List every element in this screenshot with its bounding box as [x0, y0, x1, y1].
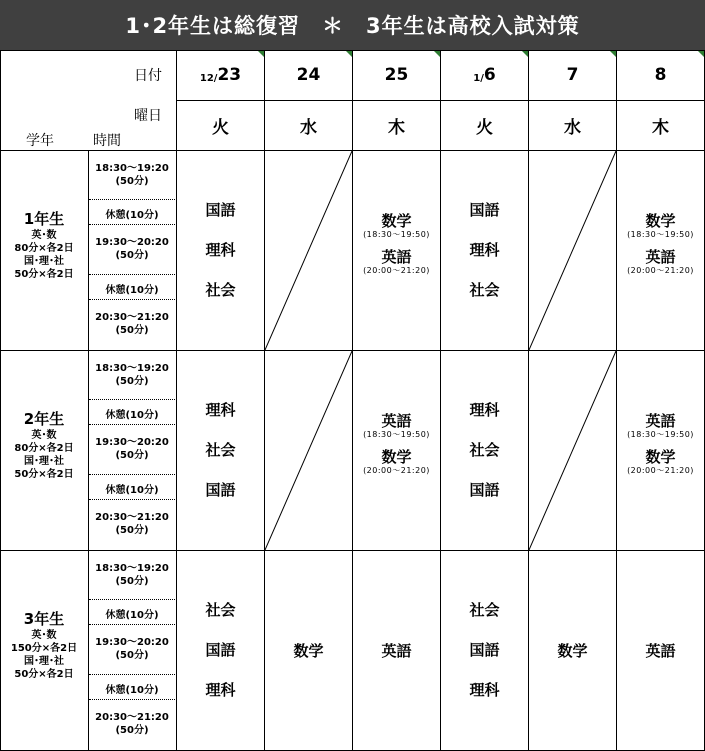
date-month: 12/ [199, 72, 218, 84]
time-separator [89, 274, 175, 275]
grade-name: 2年生 [23, 410, 65, 428]
subject: 理科 [469, 681, 500, 699]
weekday-label: 曜日 [134, 108, 162, 124]
subject-cell: 英語 [381, 642, 412, 660]
date-cell [529, 50, 616, 100]
subject-cell [353, 212, 440, 284]
date-day: 25 [384, 65, 409, 85]
no-class-slash [529, 351, 616, 550]
corner-marker [346, 51, 352, 57]
subject: 国語 [205, 201, 236, 219]
time-duration: (50分) [115, 725, 149, 736]
date-cell [177, 50, 264, 100]
subject-cell [441, 590, 528, 710]
time-slot [89, 511, 175, 537]
grade-detail: 50分×各2日 [14, 669, 74, 680]
time-range: 18:30～19:20 [95, 363, 169, 374]
subject: 社会 [205, 601, 236, 619]
grade-detail: 50分×各2日 [14, 269, 74, 280]
subject-cell [177, 590, 264, 710]
subject-time: (18:30～19:50) [363, 230, 430, 239]
grade-detail: 80分×各2日 [14, 243, 74, 254]
time-separator [89, 199, 175, 200]
time-slot [89, 636, 175, 662]
corner-marker [522, 51, 528, 57]
time-range: 19:30～20:20 [95, 237, 169, 248]
subject: 国語 [469, 481, 500, 499]
time-separator [89, 474, 175, 475]
subject: 数学 [381, 448, 412, 466]
subject: 国語 [469, 641, 500, 659]
time-duration: (50分) [115, 325, 149, 336]
date-day: 24 [296, 65, 321, 85]
time-separator [89, 224, 175, 225]
subject: 社会 [469, 281, 500, 299]
break-slot: 休憩(10分) [105, 685, 159, 696]
date-day: 6 [483, 65, 496, 85]
subject-cell [353, 412, 440, 484]
subject-time: (20:00～21:20) [627, 266, 694, 275]
subject: 数学 [645, 212, 676, 230]
subject: 理科 [205, 401, 236, 419]
subject-time: (18:30～19:50) [627, 230, 694, 239]
subject: 数学 [381, 212, 412, 230]
time-slot [89, 236, 175, 262]
corner-marker [434, 51, 440, 57]
subject: 社会 [205, 281, 236, 299]
break-slot: 休憩(10分) [105, 410, 159, 421]
date-day: 23 [217, 65, 242, 85]
date-cell [441, 50, 528, 100]
time-range: 20:30～21:20 [95, 512, 169, 523]
date-cell [617, 50, 704, 100]
grade-detail: 80分×各2日 [14, 443, 74, 454]
grade-detail: 英･数 [31, 230, 57, 241]
time-duration: (50分) [115, 250, 149, 261]
time-range: 19:30～20:20 [95, 637, 169, 648]
subject-cell [441, 190, 528, 310]
subject: 理科 [205, 241, 236, 259]
date-day: 7 [566, 65, 579, 85]
break-slot: 休憩(10分) [105, 610, 159, 621]
grade-detail: 国･理･社 [24, 256, 64, 267]
subject-time: (18:30～19:50) [363, 430, 430, 439]
time-duration: (50分) [115, 376, 149, 387]
corner-marker [698, 51, 704, 57]
subject-cell: 数学 [293, 642, 324, 660]
grade-1-label [0, 208, 88, 281]
time-slot [89, 562, 175, 588]
time-duration: (50分) [115, 576, 149, 587]
time-range: 20:30～21:20 [95, 712, 169, 723]
subject: 英語 [381, 412, 412, 430]
subject: 数学 [645, 448, 676, 466]
time-label: 時間 [93, 133, 121, 149]
subject: 社会 [205, 441, 236, 459]
subject-cell [441, 390, 528, 510]
subject: 理科 [469, 401, 500, 419]
no-class-slash [265, 151, 352, 350]
break-slot: 休憩(10分) [105, 485, 159, 496]
no-class-slash [529, 151, 616, 350]
subject: 社会 [469, 601, 500, 619]
grade-detail: 国･理･社 [24, 456, 64, 467]
grade-3-label [0, 608, 88, 681]
time-duration: (50分) [115, 650, 149, 661]
time-separator [89, 699, 175, 700]
subject: 国語 [205, 641, 236, 659]
date-label: 日付 [134, 68, 162, 84]
time-slot [89, 311, 175, 337]
weekday-cell: 火 [476, 117, 493, 138]
time-separator [89, 499, 175, 500]
time-range: 18:30～19:20 [95, 563, 169, 574]
no-class-slash [265, 351, 352, 550]
time-duration: (50分) [115, 176, 149, 187]
subject-cell [177, 390, 264, 510]
subject: 国語 [205, 481, 236, 499]
corner-marker [610, 51, 616, 57]
subject: 国語 [469, 201, 500, 219]
time-separator [89, 299, 175, 300]
grade-detail: 国･理･社 [24, 656, 64, 667]
grade-detail: 150分×各2日 [10, 643, 78, 654]
schedule-title: 1･2年生は総復習 ＊ 3年生は高校入試対策 [0, 0, 705, 50]
time-slot [89, 162, 175, 188]
break-slot: 休憩(10分) [105, 285, 159, 296]
date-month: 1/ [473, 72, 484, 84]
weekday-cell: 木 [388, 117, 405, 138]
time-slot [89, 362, 175, 388]
grade-detail: 英･数 [31, 630, 57, 641]
subject-cell: 英語 [645, 642, 676, 660]
weekday-cell: 水 [564, 117, 581, 138]
subject-time: (20:00～21:20) [363, 466, 430, 475]
time-separator [89, 674, 175, 675]
time-range: 18:30～19:20 [95, 163, 169, 174]
grade-detail: 50分×各2日 [14, 469, 74, 480]
grade-2-label [0, 408, 88, 481]
time-separator [89, 399, 175, 400]
grade-label: 学年 [26, 133, 54, 149]
time-separator [89, 424, 175, 425]
subject-cell [617, 212, 704, 284]
time-duration: (50分) [115, 450, 149, 461]
subject: 理科 [205, 681, 236, 699]
time-separator [89, 599, 175, 600]
time-separator [89, 624, 175, 625]
schedule-table [0, 50, 705, 751]
corner-marker [258, 51, 264, 57]
subject-time: (20:00～21:20) [627, 466, 694, 475]
time-range: 20:30～21:20 [95, 312, 169, 323]
time-slot [89, 711, 175, 737]
grade-name: 1年生 [23, 210, 65, 228]
date-cell [353, 50, 440, 100]
weekday-cell: 木 [652, 117, 669, 138]
weekday-cell: 水 [300, 117, 317, 138]
subject-time: (20:00～21:20) [363, 266, 430, 275]
grade-detail: 英･数 [31, 430, 57, 441]
time-range: 19:30～20:20 [95, 437, 169, 448]
date-day: 8 [654, 65, 667, 85]
time-slot [89, 436, 175, 462]
subject: 英語 [645, 248, 676, 266]
subject-time: (18:30～19:50) [627, 430, 694, 439]
grade-name: 3年生 [23, 610, 65, 628]
break-slot: 休憩(10分) [105, 210, 159, 221]
subject-cell: 数学 [557, 642, 588, 660]
time-duration: (50分) [115, 525, 149, 536]
subject-cell [177, 190, 264, 310]
subject: 英語 [381, 248, 412, 266]
subject: 理科 [469, 241, 500, 259]
subject: 英語 [645, 412, 676, 430]
weekday-cell: 火 [212, 117, 229, 138]
date-cell [265, 50, 352, 100]
subject-cell [617, 412, 704, 484]
subject: 社会 [469, 441, 500, 459]
